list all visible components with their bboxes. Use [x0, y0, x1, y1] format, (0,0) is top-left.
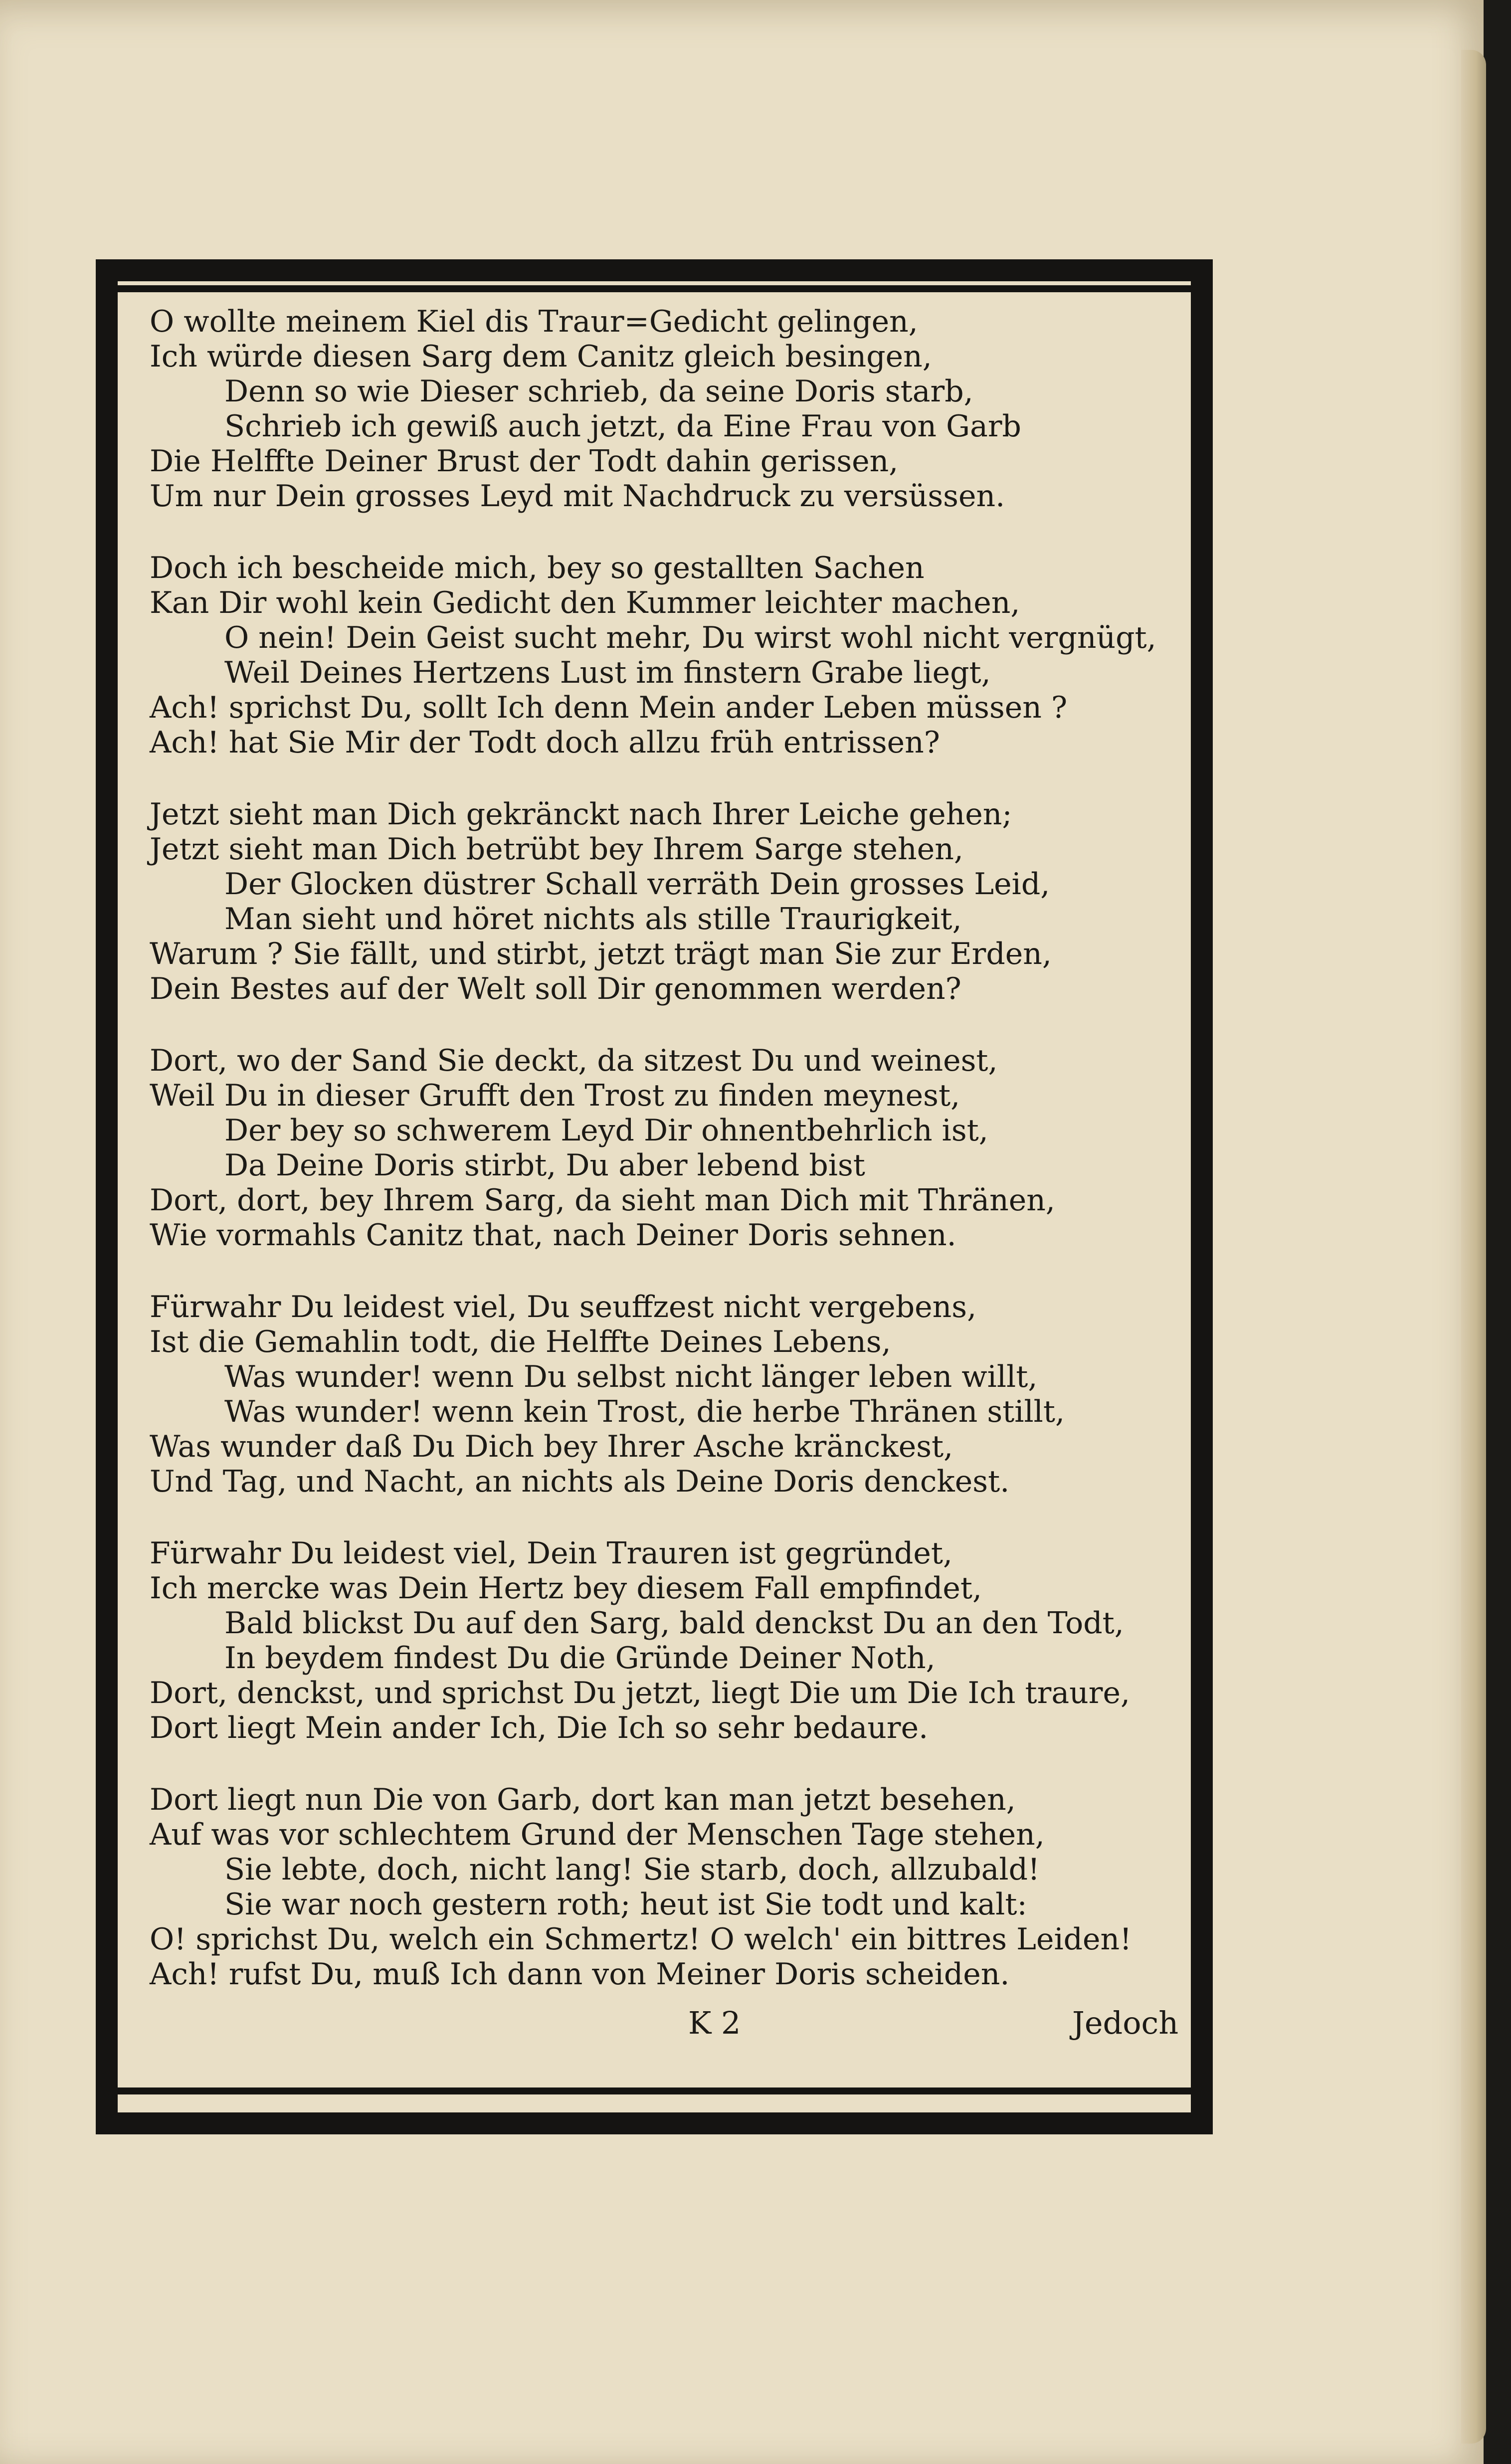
- stanza: [150, 1290, 1187, 1499]
- stanza: [150, 1536, 1187, 1745]
- signature-mark: K 2: [688, 2005, 741, 2041]
- verse-line: Dort liegt nun Die von Garb, dort kan man jetzt besehen,: [150, 1782, 1016, 1817]
- verse-line: Die Helffte Deiner Brust der Todt dahin gerissen,: [150, 444, 899, 479]
- verse-line: Ist die Gemahlin todt, die Helffte Deines Lebens,: [150, 1325, 891, 1359]
- verse-line: O wollte meinem Kiel dis Traur=Gedicht gelingen,: [150, 304, 918, 339]
- verse-line: Ich mercke was Dein Hertz bey diesem Fall empfindet,: [150, 1571, 982, 1606]
- verse-line: Und Tag, und Nacht, an nichts als Deine Doris denckest.: [150, 1464, 1010, 1499]
- verse-line: O! sprichst Du, welch ein Schmertz! O welch' ein bittres Leiden!: [150, 1922, 1132, 1957]
- verse-line: Fürwahr Du leidest viel, Du seuffzest nicht vergebens,: [150, 1290, 977, 1325]
- verse-line: O nein! Dein Geist sucht mehr, Du wirst wohl nicht vergnügt,: [224, 620, 1156, 655]
- verse-line: Fürwahr Du leidest viel, Dein Trauren ist gegründet,: [150, 1536, 953, 1571]
- verse-line: Der bey so schwerem Leyd Dir ohnentbehrlich ist,: [224, 1113, 988, 1148]
- verse-line: Dort, denckst, und sprichst Du jetzt, liegt Die um Die Ich traure,: [150, 1676, 1131, 1710]
- verse-line: Der Glocken düstrer Schall verräth Dein grosses Leid,: [224, 867, 1050, 902]
- catchword: Jedoch: [1072, 2005, 1179, 2041]
- verse-line: Da Deine Doris stirbt, Du aber lebend bist: [224, 1148, 865, 1183]
- verse-line: Weil Du in dieser Grufft den Trost zu finden meynest,: [150, 1078, 960, 1113]
- verse-line: Jetzt sieht man Dich gekränckt nach Ihrer Leiche gehen;: [150, 797, 1012, 832]
- border-inner-rule-top: [118, 285, 1191, 292]
- stanza: [150, 551, 1187, 760]
- verse-line: In beydem findest Du die Gründe Deiner Noth,: [224, 1641, 936, 1676]
- verse-line: Schrieb ich gewiß auch jetzt, da Eine Frau von Garb: [224, 409, 1021, 444]
- stanza: [150, 797, 1187, 1006]
- verse-line: Ach! hat Sie Mir der Todt doch allzu früh entrissen?: [150, 725, 940, 760]
- border-inner-rule-bottom: [118, 2087, 1191, 2094]
- verse-line: Ich würde diesen Sarg dem Canitz gleich besingen,: [150, 339, 932, 374]
- page-footer: [150, 2005, 1187, 2050]
- verse-line: Ach! rufst Du, muß Ich dann von Meiner Doris scheiden.: [150, 1957, 1010, 1992]
- verse-line: Sie lebte, doch, nicht lang! Sie starb, doch, allzubald!: [224, 1852, 1040, 1887]
- stanza: [150, 304, 1187, 514]
- verse-line: Dort liegt Mein ander Ich, Die Ich so sehr bedaure.: [150, 1710, 929, 1745]
- verse-line: Dort, dort, bey Ihrem Sarg, da sieht man Dich mit Thränen,: [150, 1183, 1055, 1218]
- verse-line: Dort, wo der Sand Sie deckt, da sitzest Du und weinest,: [150, 1043, 998, 1078]
- verse-line: Um nur Dein grosses Leyd mit Nachdruck zu versüssen.: [150, 479, 1005, 514]
- verse-line: Was wunder daß Du Dich bey Ihrer Asche kränckest,: [150, 1429, 953, 1464]
- verse-line: Ach! sprichst Du, sollt Ich denn Mein ander Leben müssen ?: [150, 690, 1068, 725]
- page-edge: [1461, 50, 1486, 2444]
- verse-line: Auf was vor schlechtem Grund der Menschen Tage stehen,: [150, 1817, 1045, 1852]
- stanza: [150, 1043, 1187, 1253]
- verse-line: Bald blickst Du auf den Sarg, bald denckst Du an den Todt,: [224, 1606, 1124, 1641]
- verse-line: Kan Dir wohl kein Gedicht den Kummer leichter machen,: [150, 585, 1020, 620]
- poem-text: [150, 304, 1187, 2029]
- verse-line: Doch ich bescheide mich, bey so gestallten Sachen: [150, 551, 925, 585]
- verse-line: Was wunder! wenn kein Trost, die herbe Thränen stillt,: [224, 1394, 1065, 1429]
- verse-line: Wie vormahls Canitz that, nach Deiner Doris sehnen.: [150, 1218, 956, 1253]
- verse-line: Dein Bestes auf der Welt soll Dir genommen werden?: [150, 971, 961, 1006]
- stanza: [150, 1782, 1187, 1992]
- verse-line: Weil Deines Hertzens Lust im finstern Grabe liegt,: [224, 655, 991, 690]
- verse-line: Man sieht und höret nichts als stille Traurigkeit,: [224, 902, 962, 937]
- verse-line: Jetzt sieht man Dich betrübt bey Ihrem Sarge stehen,: [150, 832, 963, 867]
- verse-line: Sie war noch gestern roth; heut ist Sie todt und kalt:: [224, 1887, 1027, 1922]
- verse-line: Denn so wie Dieser schrieb, da seine Doris starb,: [224, 374, 973, 409]
- verse-line: Was wunder! wenn Du selbst nicht länger leben willt,: [224, 1359, 1038, 1394]
- verse-line: Warum ? Sie fällt, und stirbt, jetzt trägt man Sie zur Erden,: [150, 937, 1052, 971]
